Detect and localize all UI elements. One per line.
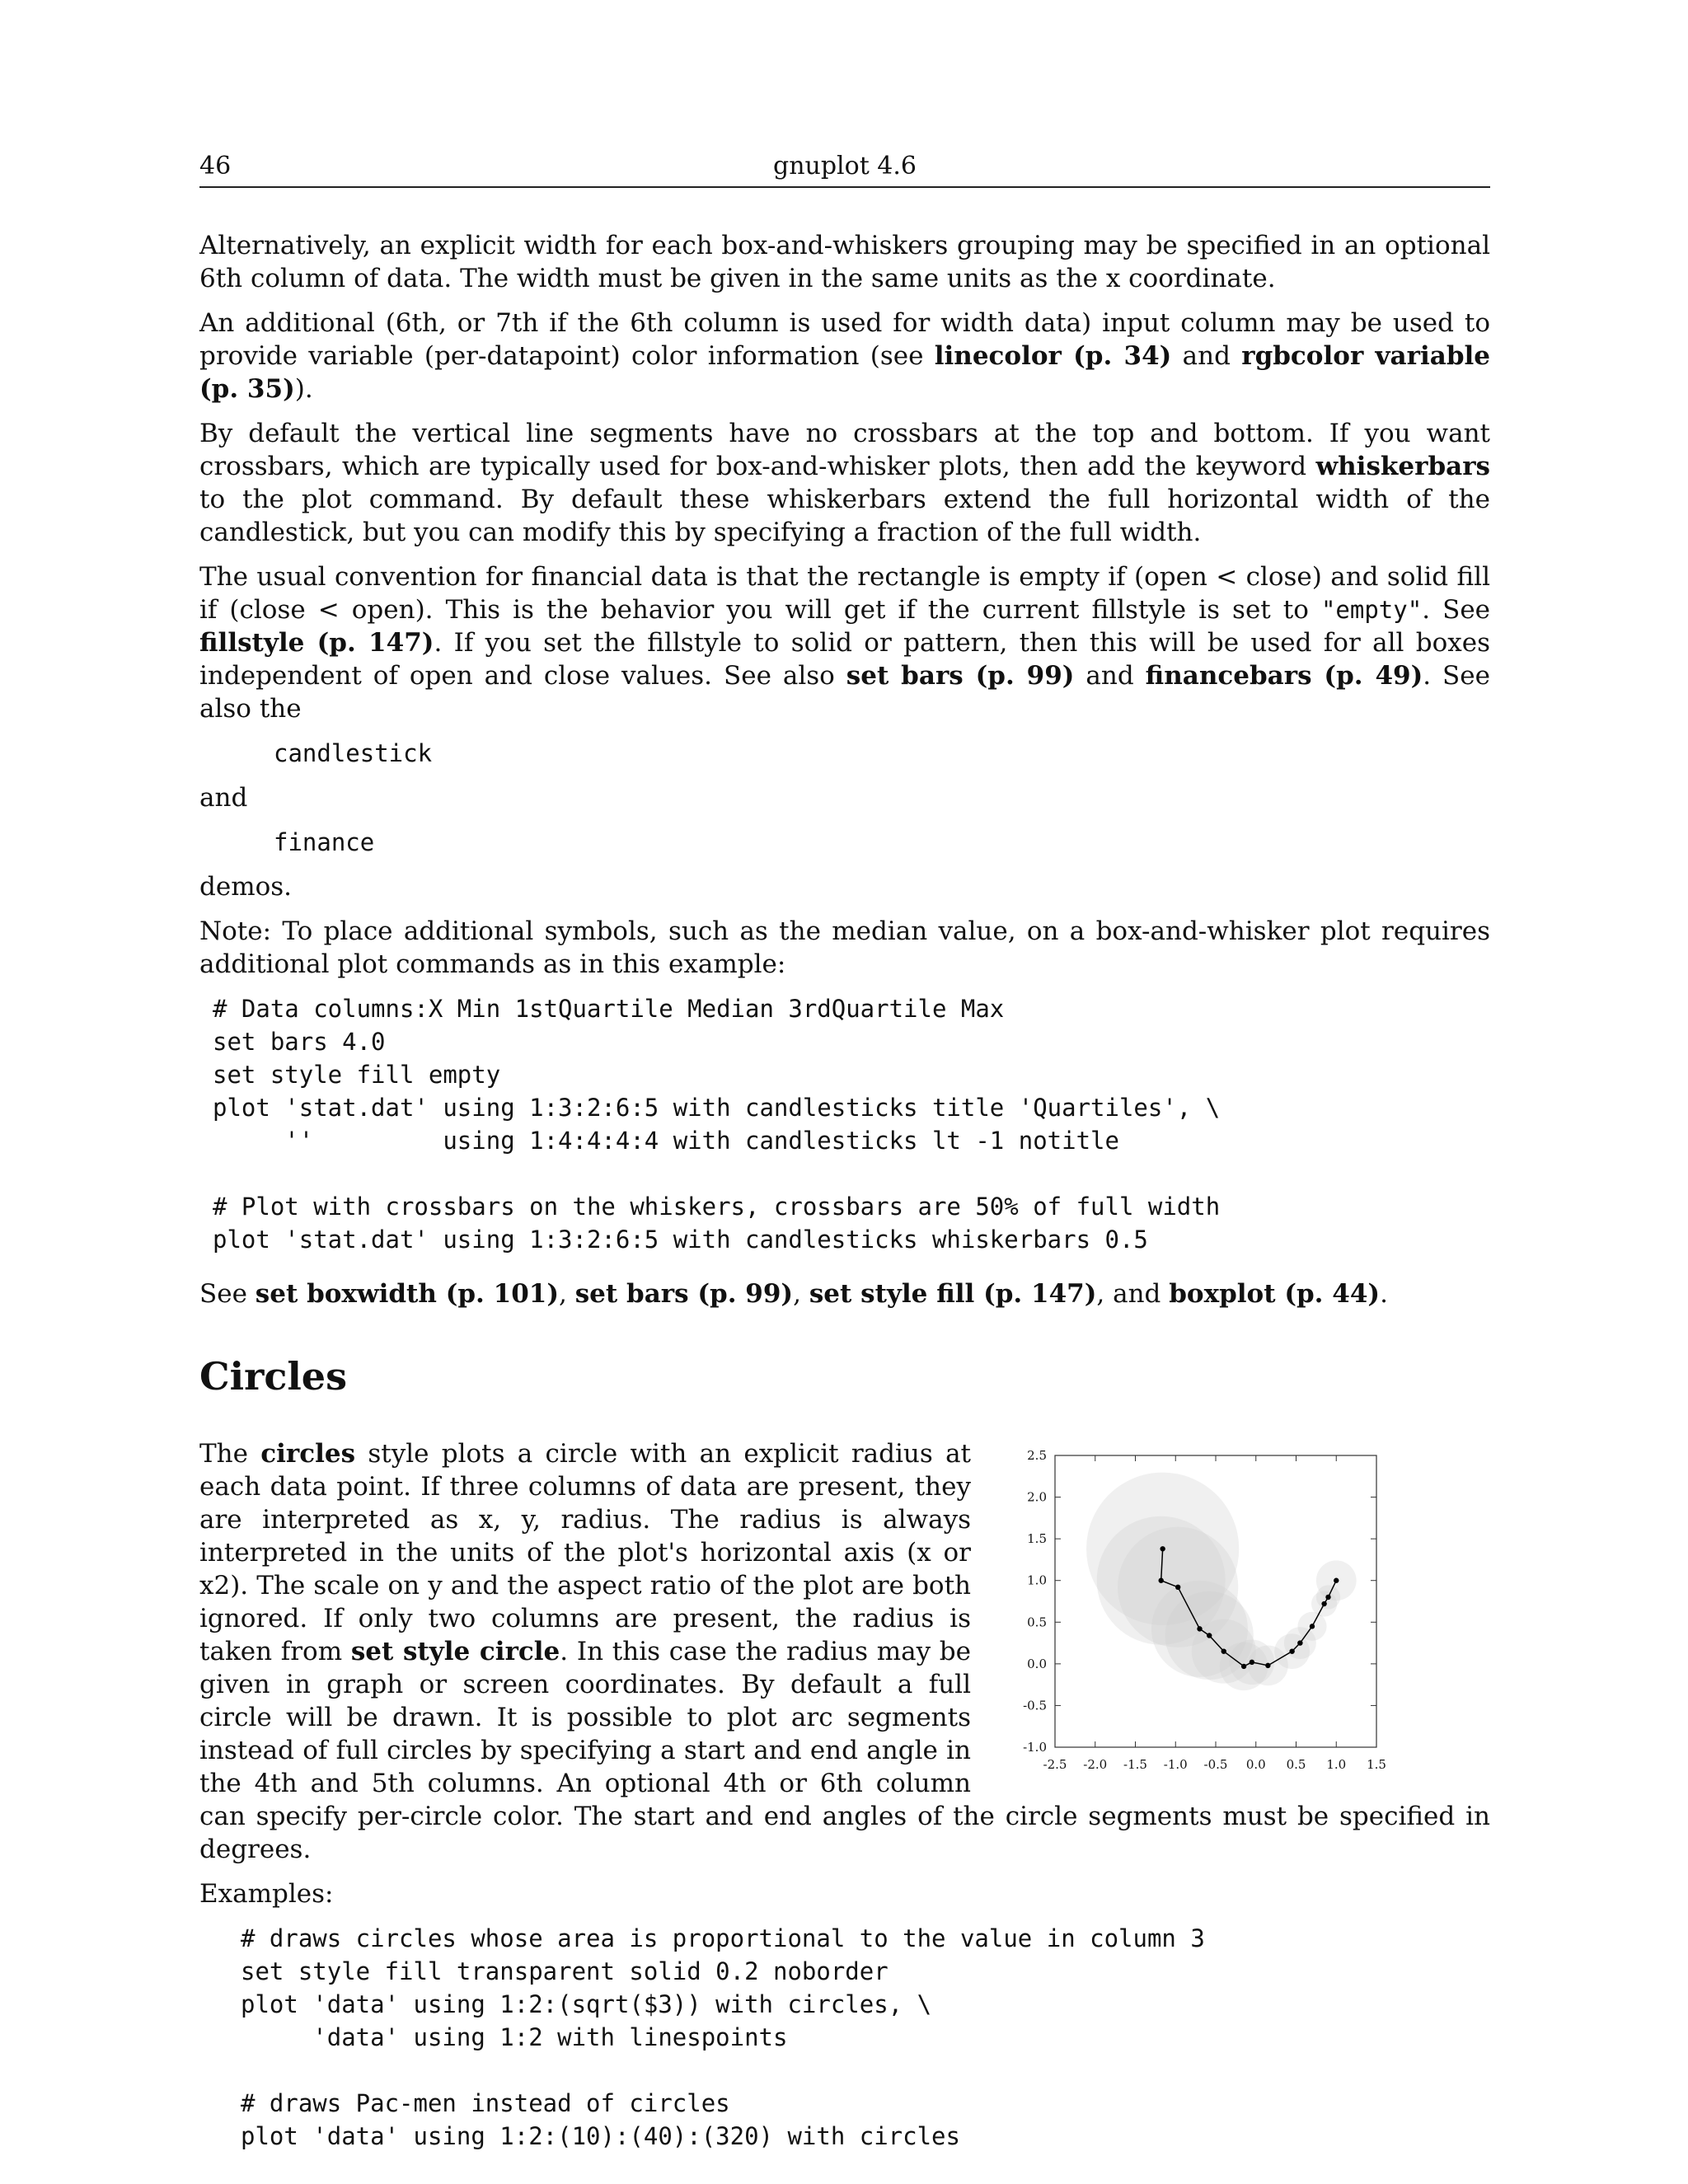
y-tick-label: 0.5	[1027, 1615, 1047, 1630]
data-point	[1297, 1640, 1302, 1645]
data-point	[1221, 1648, 1226, 1653]
cross-reference-link[interactable]: set boxwidth (p. 101)	[255, 1279, 560, 1309]
data-point	[1197, 1626, 1202, 1631]
data-point	[1289, 1648, 1294, 1653]
data-point	[1310, 1624, 1315, 1629]
data-point	[1325, 1595, 1330, 1600]
paragraph: The circles style plots a circle with an explicit radius at each data point. If three columns of data are present, they are interpreted as x, y, radius. The radius is always interpreted in the units of the plot's horizontal axis (x or x2). The scale on y and the aspect ratio of the plot are both ignored. If only two columns are present, the radius is taken from set style circle. In this case the radius may be given in graph or screen coordinates. By default a full circle will be drawn. It is possible to plot arc segments instead of full circles by specifying a start and end angle in the 4th and 5th columns. An optional 4th or 6th column can specify per-circle color. The start and end angles of the circle segments must be specified in degrees.	[199, 1439, 1490, 1864]
inline-code: "empty"	[1320, 596, 1423, 624]
data-point	[1159, 1578, 1164, 1583]
cross-reference-link[interactable]: financebars (p. 49)	[1145, 661, 1423, 691]
y-tick-label: -0.5	[1023, 1698, 1047, 1713]
cross-reference-link[interactable]: set bars (p. 99)	[574, 1279, 794, 1309]
y-tick-label: 1.0	[1027, 1572, 1047, 1588]
page-number: 46	[199, 152, 232, 180]
keyword: circles	[260, 1439, 356, 1469]
section-heading: Circles	[199, 1354, 347, 1399]
x-tick-label: 0.0	[1245, 1757, 1266, 1772]
paragraph: Note: To place additional symbols, such as the median value, on a box-and-whisker plot requires additional plot commands as in this example:	[199, 916, 1490, 979]
y-tick-label: 2.0	[1027, 1489, 1047, 1505]
x-tick-label: 1.0	[1326, 1757, 1347, 1772]
cross-reference-link[interactable]: rgbcolor variable (p. 35)	[199, 341, 1490, 404]
paragraph: demos.	[199, 872, 293, 902]
data-point	[1207, 1633, 1212, 1638]
circles-plot	[1004, 1437, 1416, 1793]
y-tick-label: 1.5	[1027, 1531, 1047, 1547]
code-block: # draws circles whose area is proportional to the value in column 3 set style fill transparent solid 0.2 noborder plot 'data' using 1:2:(sqrt($3)) with circles, \ 'data' using 1:2 with linespoints # draws Pac-men instead of circles plot 'data' using 1:2:(10):(40):(320) with circles	[241, 1924, 1205, 2150]
page-header	[199, 152, 1490, 188]
x-tick-label: -0.5	[1203, 1757, 1228, 1772]
cross-reference-link[interactable]: set bars (p. 99)	[846, 661, 1075, 691]
data-point	[1334, 1578, 1339, 1583]
paragraph: See set boxwidth (p. 101), set bars (p. 99), set style fill (p. 147), and boxplot (p. 44).	[199, 1279, 1388, 1309]
circles-plot-figure	[1004, 1437, 1416, 1793]
x-tick-label: -2.5	[1043, 1757, 1067, 1772]
paragraph: Alternatively, an explicit width for each box-and-whiskers grouping may be specified in an optional 6th column of data. The width must be given in the same units as the x coordinate.	[199, 231, 1490, 293]
demo-name: finance	[274, 828, 375, 856]
cross-reference-link[interactable]: set style circle	[350, 1637, 560, 1666]
keyword: whiskerbars	[1315, 452, 1490, 481]
data-point	[1250, 1660, 1254, 1665]
code-block: # Data columns:X Min 1stQuartile Median 3rdQuartile Max set bars 4.0 set style fill empty plot 'stat.dat' using 1:3:2:6:5 with candlesticks title 'Quartiles', \ '' using 1:4:4:4:4 with candlesticks lt -1 notitle # Plot with crossbars on the whiskers, crossbars are 50% of full width plot 'stat.dat' using 1:3:2:6:5 with candlesticks whiskerbars 0.5	[213, 995, 1221, 1254]
data-point	[1175, 1585, 1180, 1590]
y-tick-label: 0.0	[1027, 1656, 1047, 1671]
x-tick-label: 1.5	[1367, 1757, 1386, 1772]
cross-reference-link[interactable]: boxplot (p. 44)	[1169, 1279, 1381, 1309]
x-tick-label: 0.5	[1286, 1757, 1306, 1772]
data-point	[1241, 1664, 1246, 1669]
section-body	[199, 1437, 1490, 2153]
y-tick-label: 2.5	[1027, 1448, 1047, 1463]
running-title: gnuplot 4.6	[772, 152, 917, 180]
cross-reference-link[interactable]: linecolor (p. 34)	[934, 341, 1172, 371]
cross-reference-link[interactable]: set style fill (p. 147)	[809, 1279, 1097, 1309]
data-point	[1160, 1546, 1165, 1551]
y-tick-label: -1.0	[1023, 1740, 1047, 1755]
cross-reference-link[interactable]: fillstyle (p. 147)	[199, 628, 434, 658]
paragraph: By default the vertical line segments have no crossbars at the top and bottom. If you want crossbars, which are typically used for box-and-whisker plots, then add the keyword whiskerbars to the plot command. By default these whiskerbars extend the full horizontal width of the candlestick, but you can modify this by specifying a fraction of the full width.	[199, 419, 1490, 547]
paragraph: The usual convention for financial data is that the rectangle is empty if (open < close) and solid fill if (close < open). This is the behavior you will get if the current fillstyle is set to "empty". See fillstyle (p. 147). If you set the fillstyle to solid or pattern, then this will be used for all boxes independent of open and close values. See also set bars (p. 99) and financebars (p. 49). See also the	[199, 562, 1491, 724]
data-point	[1265, 1663, 1270, 1668]
demo-name: candlestick	[274, 739, 433, 767]
paragraph: and	[199, 783, 248, 813]
x-tick-label: -1.0	[1163, 1757, 1188, 1772]
paragraph: Examples:	[199, 1879, 334, 1909]
data-point	[1321, 1601, 1326, 1606]
x-tick-label: -1.5	[1123, 1757, 1147, 1772]
paragraph: An additional (6th, or 7th if the 6th column is used for width data) input column may be used to provide variable (per-datapoint) color information (see linecolor (p. 34) and rgbcolor variable (p. 35)).	[199, 308, 1490, 404]
x-tick-label: -2.0	[1083, 1757, 1108, 1772]
circles-layer	[1086, 1473, 1357, 1690]
page-content	[199, 229, 1490, 2174]
